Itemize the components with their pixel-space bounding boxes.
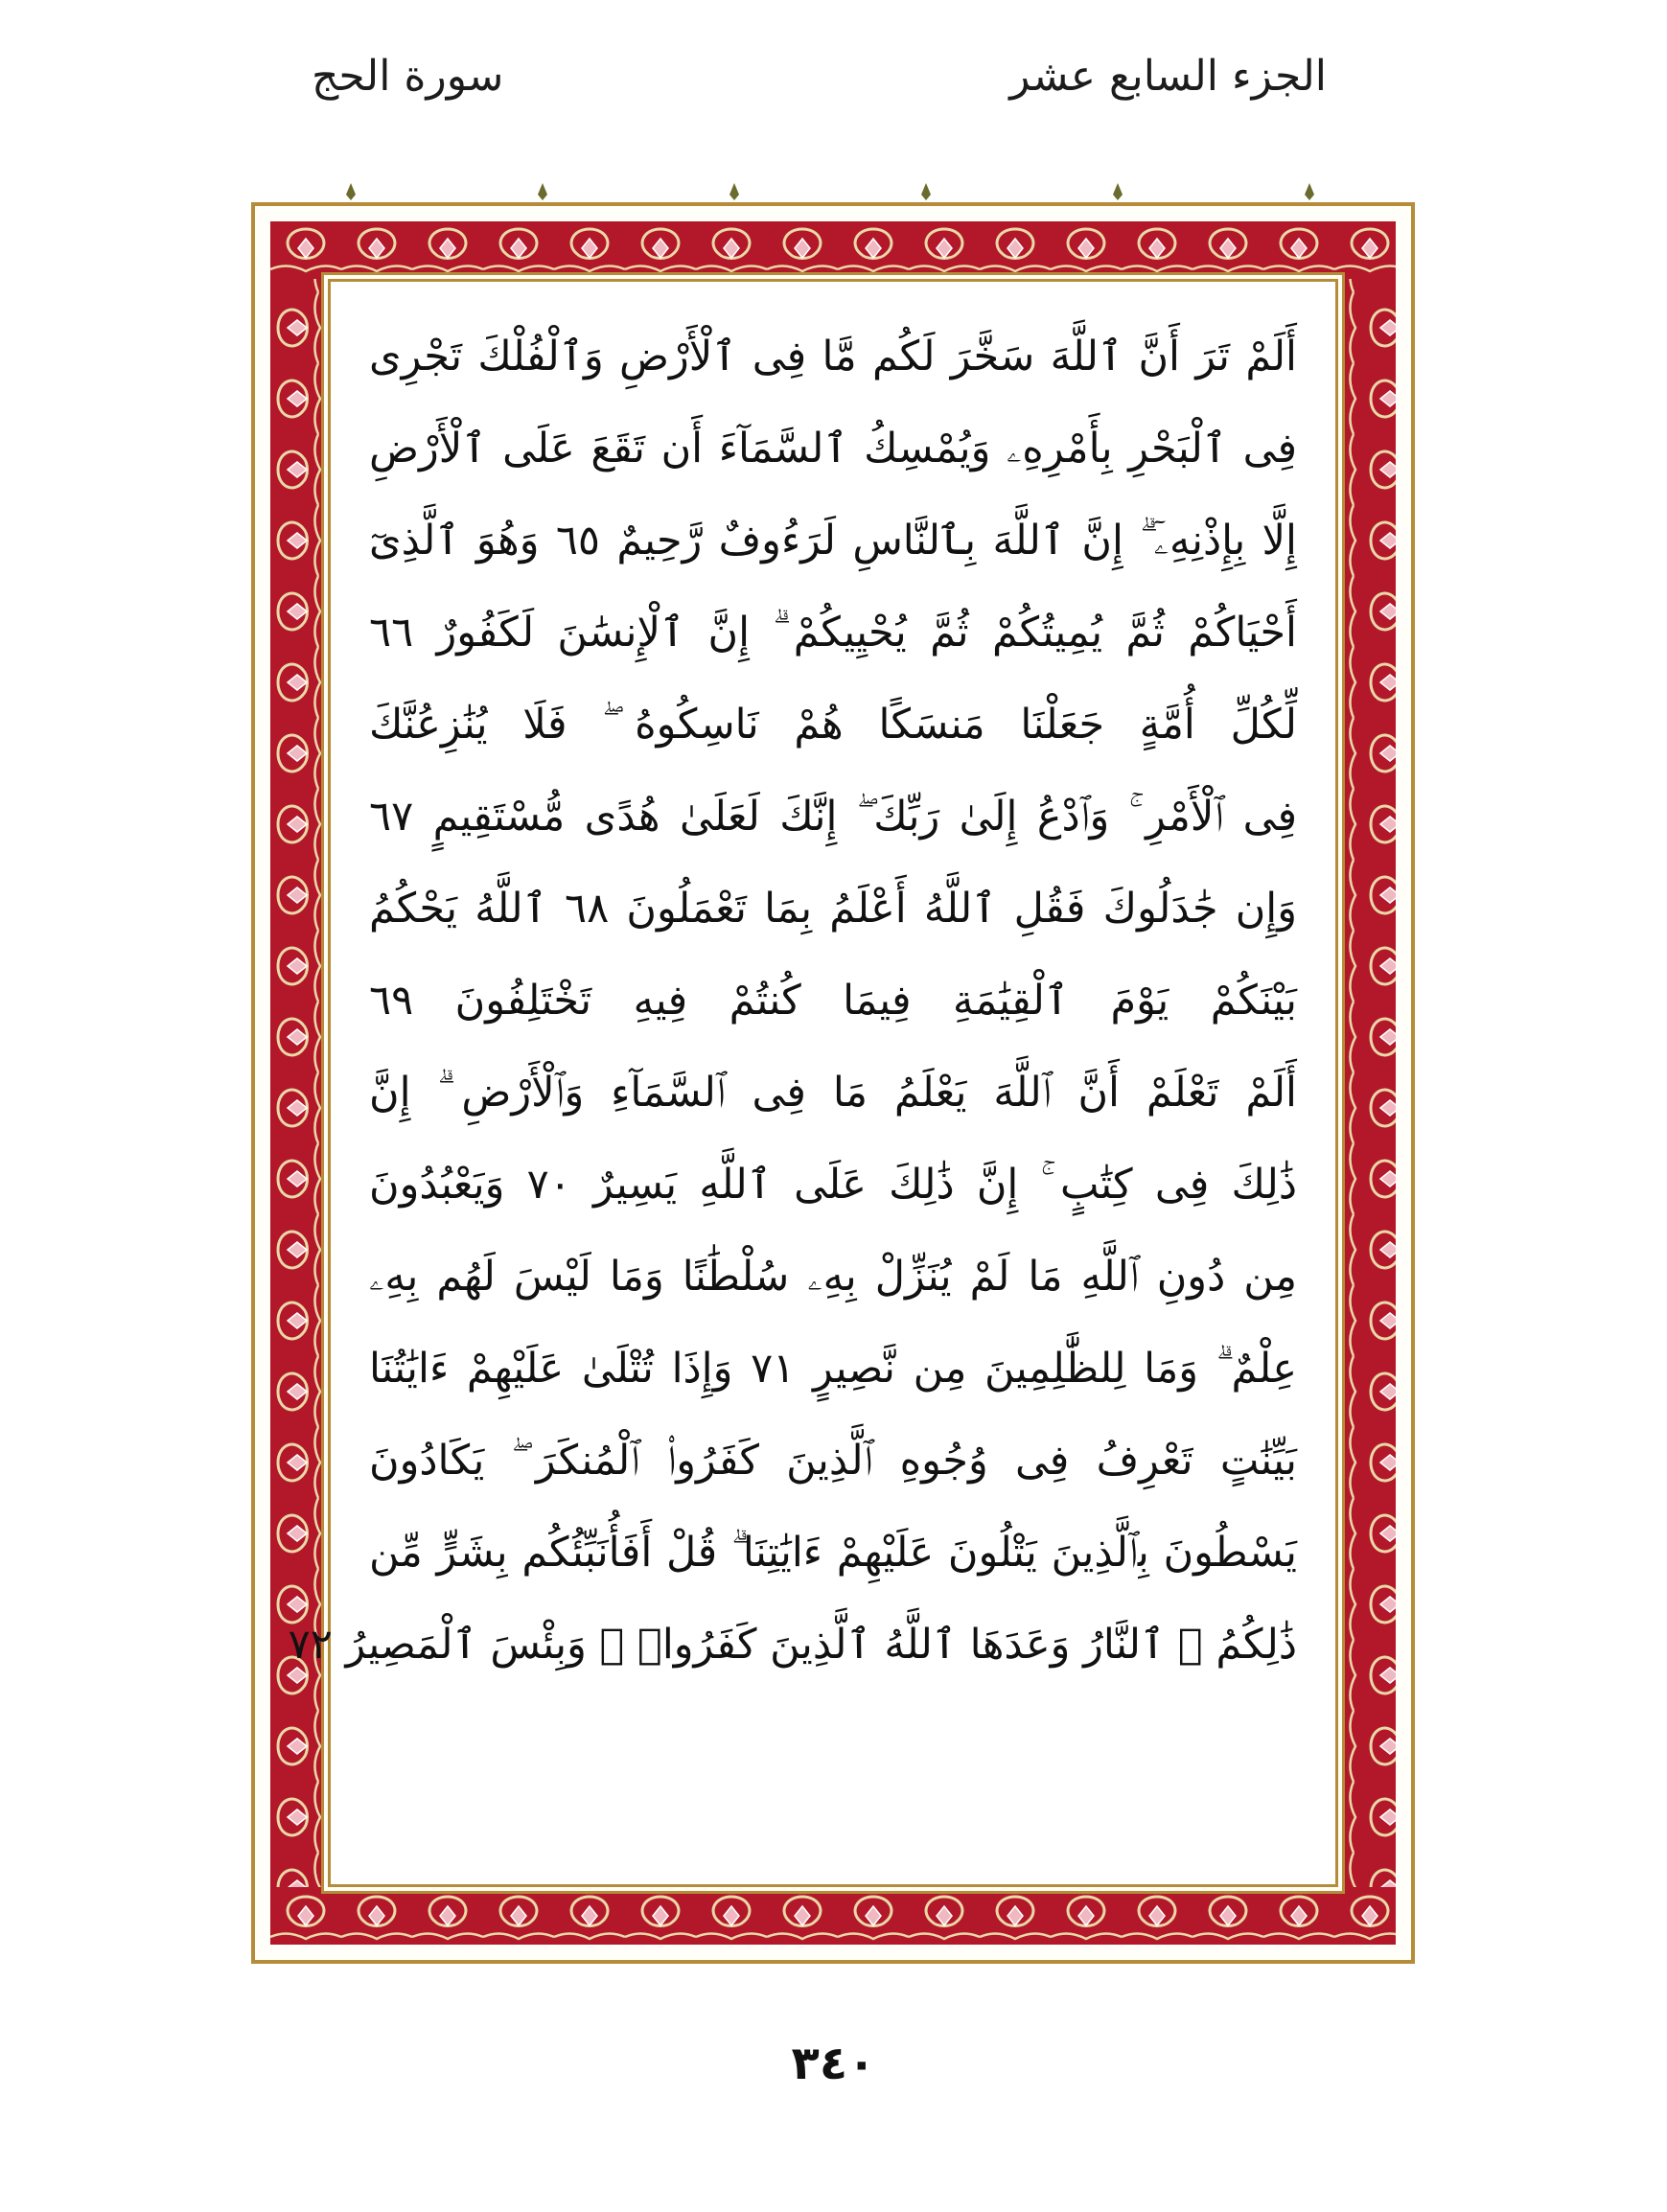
surah-header: سورة الحج — [312, 52, 504, 101]
text-line: وَإِن جَٰدَلُوكَ فَقُلِ ٱللَّهُ أَعْلَمُ بِمَا تَعْمَلُونَ ٦٨ ٱللَّهُ يَحْكُمُ — [369, 885, 1298, 933]
text-line: ذَٰلِكُمُ ۗ ٱلنَّارُ وَعَدَهَا ٱللَّهُ ٱلَّذِينَ كَفَرُوا۟ ۖ وَبِئْسَ ٱلْمَصِيرُ ٧٢ — [288, 1621, 1297, 1669]
text-line: فِى ٱلْبَحْرِ بِأَمْرِهِۦ وَيُمْسِكُ ٱلسَّمَآءَ أَن تَقَعَ عَلَى ٱلْأَرْضِ — [369, 425, 1297, 472]
page-frame — [251, 202, 1415, 1964]
text-panel — [288, 279, 1338, 1887]
text-line: ذَٰلِكَ فِى كِتَٰبٍ ۚ إِنَّ ذَٰلِكَ عَلَى ٱللَّهِ يَسِيرٌ ٧٠ وَيَعْبُدُونَ — [369, 1161, 1297, 1209]
text-line: أَحْيَاكُمْ ثُمَّ يُمِيتُكُمْ ثُمَّ يُحْيِيكُمْ ۗ إِنَّ ٱلْإِنسَٰنَ لَكَفُورٌ ٦٦ — [369, 609, 1297, 657]
quran-text — [288, 311, 1298, 1691]
text-line: فِى ٱلْأَمْرِ ۚ وَٱدْعُ إِلَىٰ رَبِّكَ ۖ إِنَّكَ لَعَلَىٰ هُدًى مُّسْتَقِيمٍ ٦٧ — [369, 793, 1297, 841]
text-line: يَسْطُونَ بِٱلَّذِينَ يَتْلُونَ عَلَيْهِمْ ءَايَٰتِنَا ۗ قُلْ أَفَأُنَبِّئُكُم بِشَرٍّ مِّن — [369, 1529, 1297, 1577]
text-line: بَيِّنَٰتٍ تَعْرِفُ فِى وُجُوهِ ٱلَّذِينَ كَفَرُوا۟ ٱلْمُنكَرَ ۖ يَكَادُونَ — [369, 1437, 1297, 1485]
text-line: لِّكُلِّ أُمَّةٍ جَعَلْنَا مَنسَكًا هُمْ نَاسِكُوهُ ۖ فَلَا يُنَٰزِعُنَّكَ — [369, 701, 1297, 749]
text-line: بَيْنَكُمْ يَوْمَ ٱلْقِيَٰمَةِ فِيمَا كُنتُمْ فِيهِ تَخْتَلِفُونَ ٦٩ — [369, 977, 1297, 1025]
text-line: أَلَمْ تَرَ أَنَّ ٱللَّهَ سَخَّرَ لَكُم مَّا فِى ٱلْأَرْضِ وَٱلْفُلْكَ تَجْرِى — [369, 333, 1297, 380]
juz-header: الجزء السابع عشر — [1009, 52, 1327, 101]
text-line: عِلْمٌ ۗ وَمَا لِلظَّٰلِمِينَ مِن نَّصِيرٍ ٧١ وَإِذَا تُتْلَىٰ عَلَيْهِمْ ءَايَٰتُنَا — [369, 1345, 1297, 1393]
text-line: أَلَمْ تَعْلَمْ أَنَّ ٱللَّهَ يَعْلَمُ مَا فِى ٱلسَّمَآءِ وَٱلْأَرْضِ ۗ إِنَّ — [369, 1069, 1297, 1117]
text-line: إِلَّا بِإِذْنِهِۦٓ ۗ إِنَّ ٱللَّهَ بِٱلنَّاسِ لَرَءُوفٌ رَّحِيمٌ ٦٥ وَهُوَ ٱلَّذِىٓ — [369, 517, 1297, 565]
page-number: ٣٤٠ — [791, 2037, 876, 2090]
text-line: مِن دُونِ ٱللَّهِ مَا لَمْ يُنَزِّلْ بِهِۦ سُلْطَٰنًا وَمَا لَيْسَ لَهُم بِهِۦ — [369, 1253, 1297, 1301]
